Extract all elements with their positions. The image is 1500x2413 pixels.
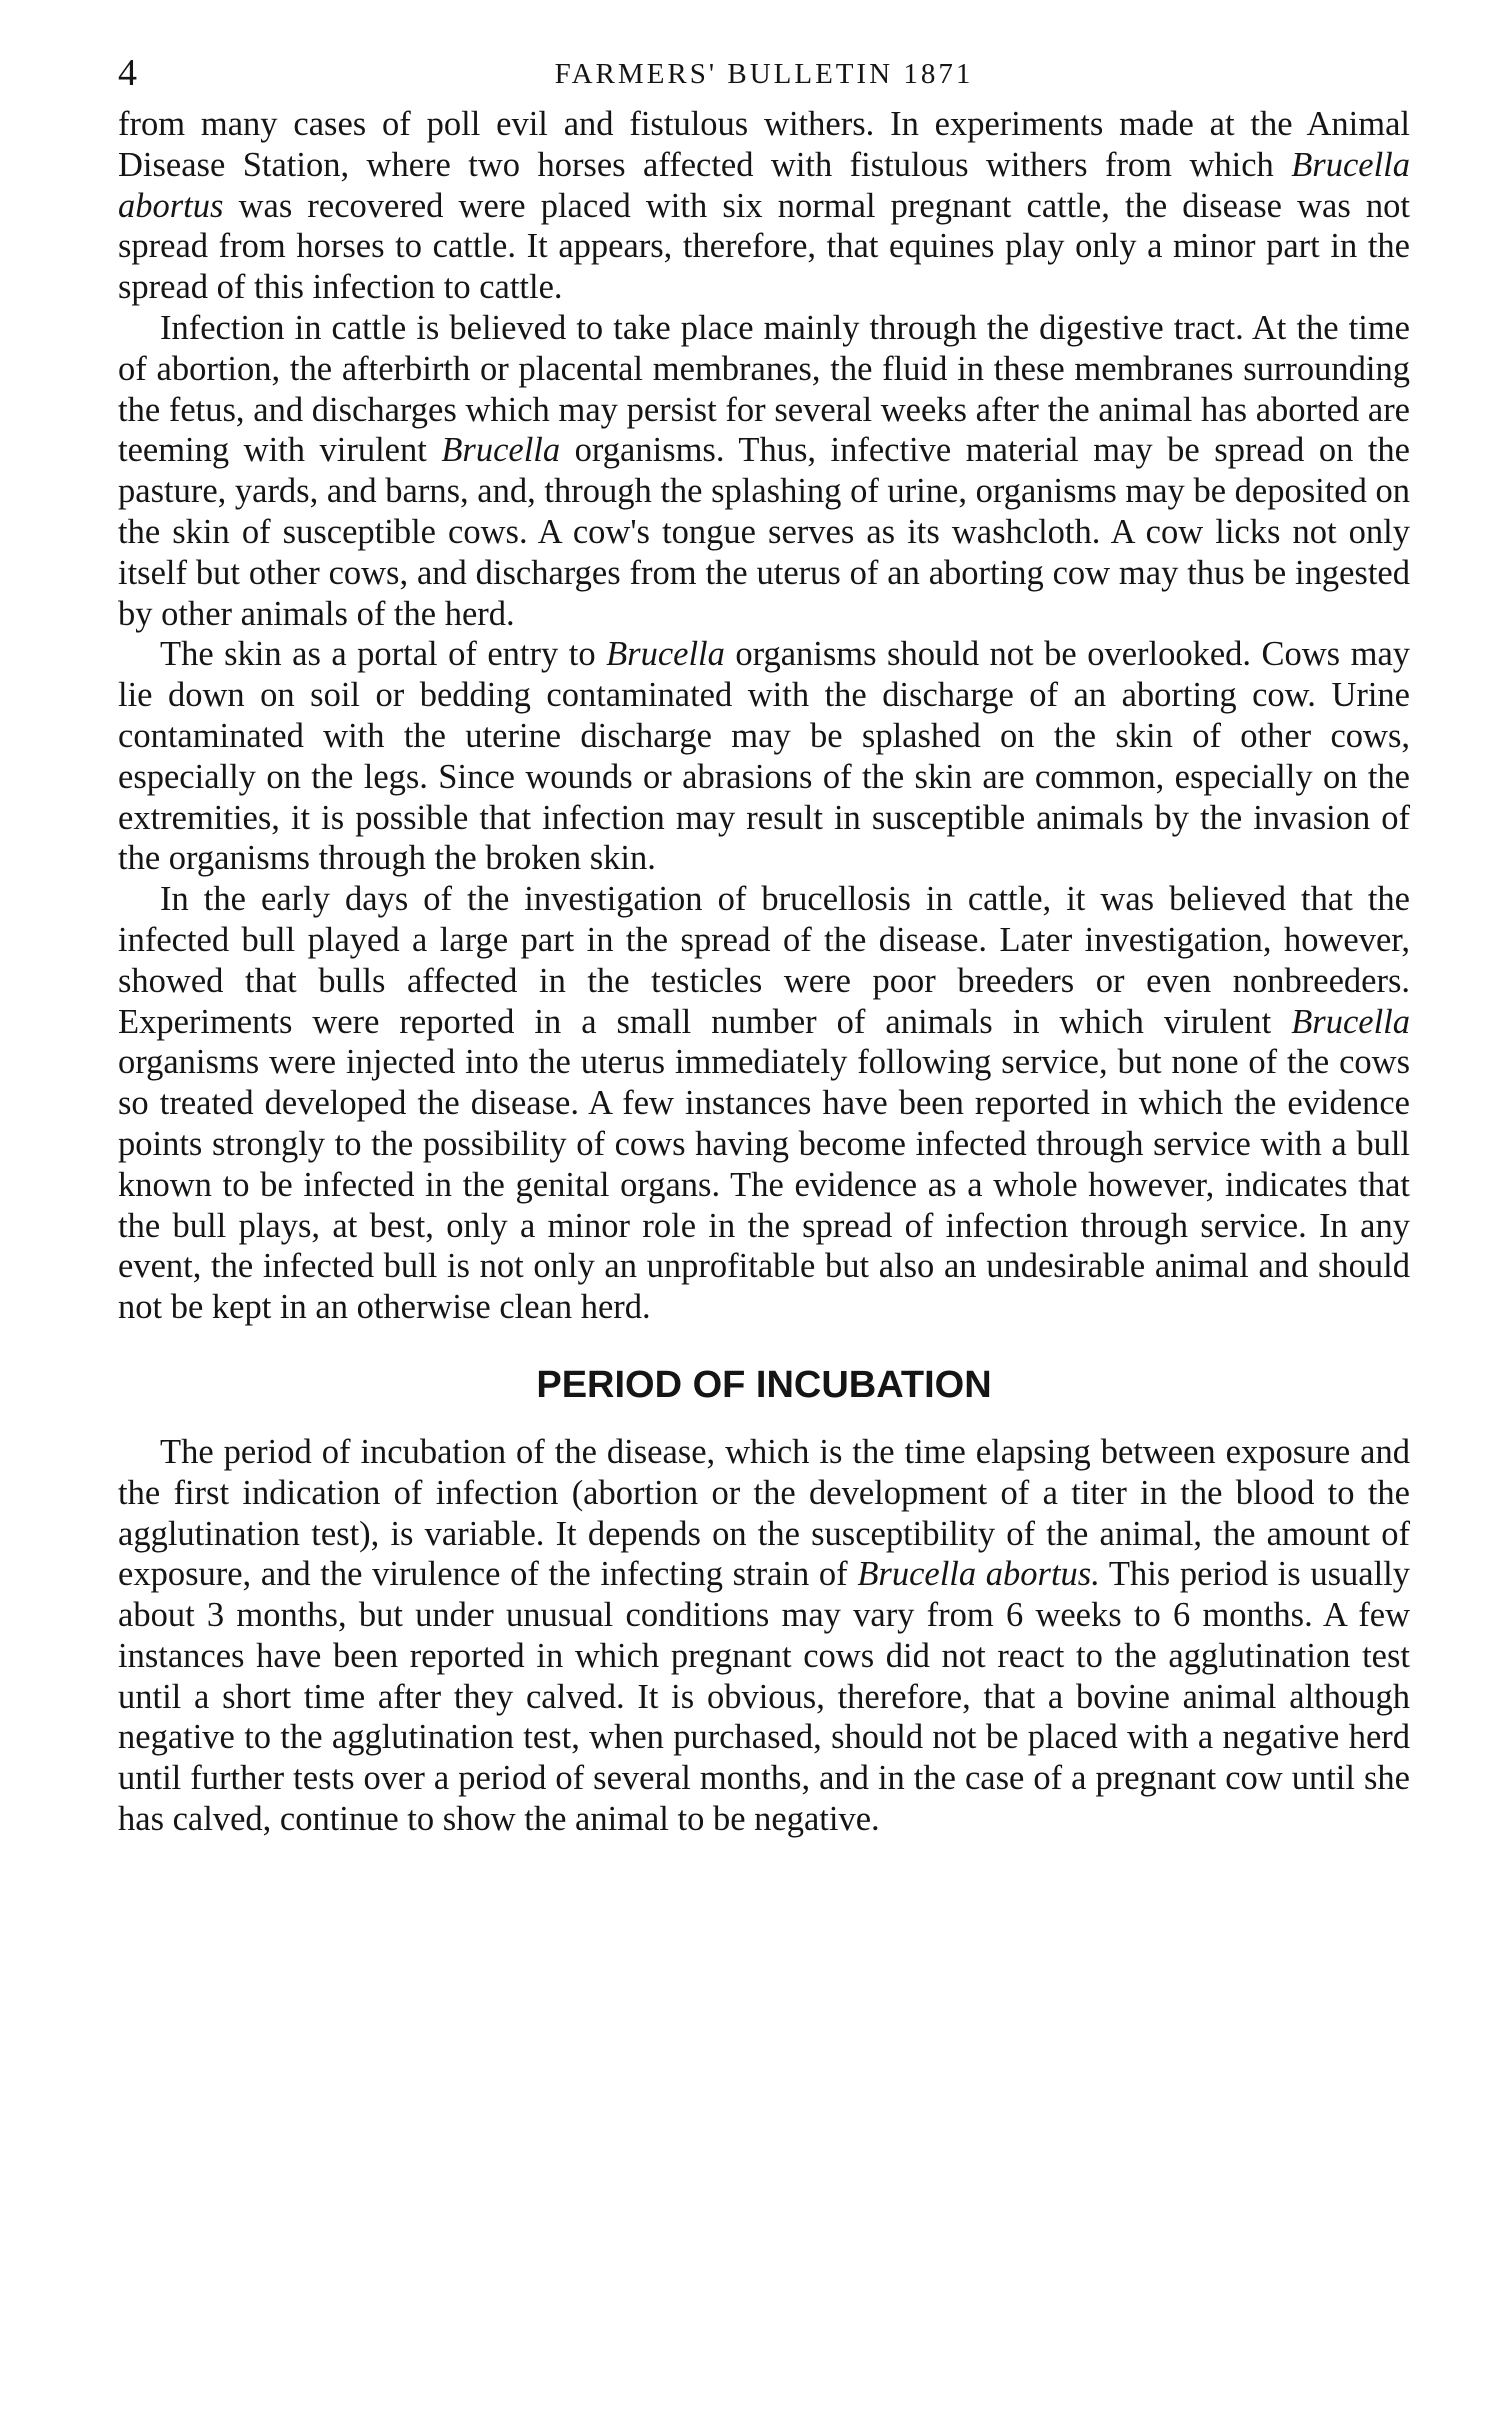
paragraph [118,1432,1410,1840]
text-run: organisms. Thus, infective material may be spread on the pasture, yards, and barns, and, through the splashing of urine, organisms may be deposited on the skin of susceptible cows. A cow's tongue serves as its washcloth. A cow licks not only itself but other cows, and discharges from the uterus of an aborting cow may thus be ingested by other animals of the herd. [118,431,1410,633]
text-run: organisms should not be overlooked. Cows may lie down on soil or bedding contaminated with the discharge of an aborting cow. Urine contaminated with the uterine discharge may be splashed on the skin of other cows, especially on the legs. Since wounds or abrasions of the skin are common, especially on the extremities, it is possible that infection may result in susceptible animals by the invasion of the organisms through the broken skin. [118,635,1411,878]
italic-text-run: Brucella abortus [118,145,1410,225]
text-run: was recovered were placed with six normal pregnant cattle, the disease was not spread from horses to cattle. It appears, therefore, that equines play only a minor part in the spread of this infection to cattle. [118,186,1410,307]
paragraph [118,879,1410,1328]
italic-text-run: Brucella [606,635,725,674]
text-run: The skin as a portal of entry to [160,635,607,674]
text-run: organisms were injected into the uterus immediately following service, but none of the cows so treated developed the disease. A few instances have been reported in which the evidence points strongly to the possibility of cows having become infected through service with a bull known to be infected in the genital organs. The evidence as a whole however, indicates that the bull plays, at best, only a minor role in the spread of infection through service. In any event, the infected bull is not only an unprofitable but also an undesirable animal and should not be kept in an otherwise clean herd. [118,1043,1410,1327]
text-run: This period is usually about 3 months, but under unusual conditions may vary from 6 weeks to 6 months. A few instances have been reported in which pregnant cows did not react to the agglutination test until a short time after they calved. It is obvious, therefore, that a bovine animal although negative to the agglutination test, when purchased, should not be placed with a negative herd until further tests over a period of several months, and in the case of a pregnant cow until she has calved, continue to show the animal to be negative. [118,1555,1411,1839]
body-text [118,104,1410,1328]
text-run: Infection in cattle is believed to take place mainly through the digestive tract. At the time of abortion, the afterbirth or placental membranes, the fluid in these membranes surrounding the fetus, and discharges which may persist for several weeks after the animal has aborted are teeming with virulent [118,308,1410,470]
section-body-text [118,1432,1410,1840]
text-run: The period of incubation of the disease, which is the time elapsing between exposure and the first indication of infection (abortion or the development of a titer in the blood to the agglutination test), is variable. It depends on the susceptibility of the animal, the amount of exposure, and the virulence of the infecting strain of [118,1432,1410,1594]
paragraph [118,308,1410,634]
document-page [118,50,1410,1840]
section-heading: PERIOD OF INCUBATION [536,1363,992,1406]
italic-text-run: Brucella [1291,1002,1410,1041]
text-run: from many cases of poll evil and fistulous withers. In experiments made at the Animal Disease Station, where two horses affected with fistulous withers from which [118,105,1410,184]
page-header [118,50,1410,104]
paragraph [118,104,1410,308]
text-run: In the early days of the investigation of brucellosis in cattle, it was believed that the infected bull played a large part in the spread of the disease. Later investigation, however, showed that bulls affected in the testicles were poor breeders or even nonbreeders. Experiments were reported in a small number of animals in which virulent [118,880,1410,1041]
running-title: FARMERS' BULLETIN 1871 [554,58,974,90]
paragraph [118,634,1410,879]
page-number: 4 [118,52,137,94]
italic-text-run: Brucella [441,431,561,470]
italic-text-run: Brucella abortus. [857,1555,1100,1594]
